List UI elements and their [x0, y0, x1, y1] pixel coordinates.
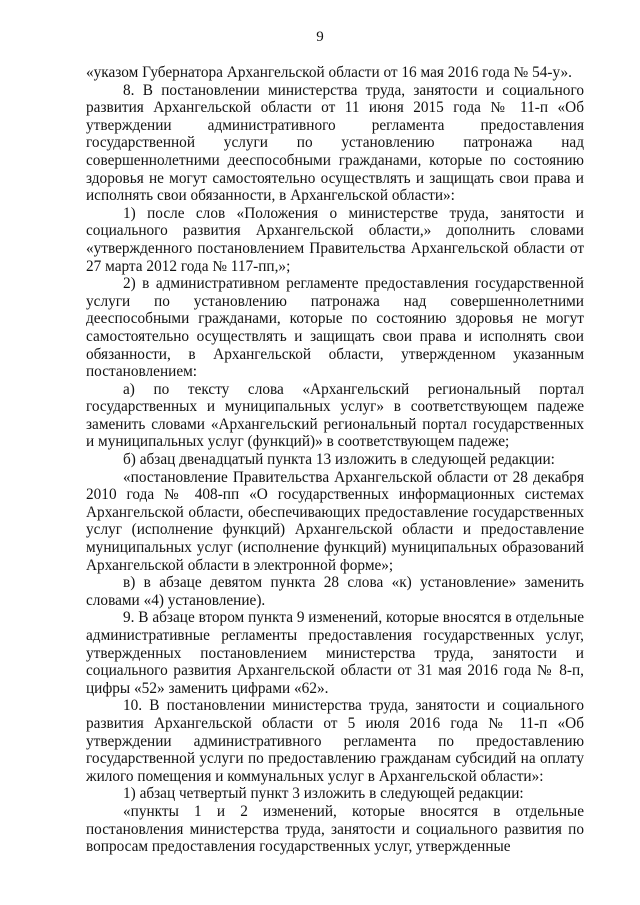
paragraph-1: «указом Губернатора Архангельской области от 16 мая 2016 года № 54-у». — [86, 64, 572, 81]
paragraph-9: 9. В абзаце втором пункта 9 изменений, которые вносятся в отдельные административные регламенты предоставления государственных услуг, утвержденных постановлением министерства труда, занятости и социального развития Архангельской области от 31 мая 2016 года № 8-п, цифры «52» заменить цифрами «62». — [86, 609, 584, 697]
paragraph-12: «пункты 1 и 2 изменений, которые вносятся в отдельные постановления министерства труда, занятости и социального развития по вопросам предоставления государственных услуг, утвержденные — [86, 802, 584, 856]
page-number: 9 — [316, 29, 324, 45]
paragraph-10: 10. В постановлении министерства труда, занятости и социального развития Архангельской области от 5 июля 2016 года № 11-п «Об утверждении административного регламента по предоставлению государственной услуги по предоставлению гражданам субсидий на оплату жилого помещения и коммунальных услуг в Архангельской области»: — [86, 697, 584, 785]
paragraph-11: 1) абзац четвертый пункт 3 изложить в следующей редакции: — [123, 785, 524, 803]
paragraph-6: б) абзац двенадцатый пункта 13 изложить в следующей редакции: — [123, 451, 555, 469]
paragraph-7: «постановление Правительства Архангельской области от 28 декабря 2010 года № 408-пп «О государственных информационных системах Архангельской области, обеспечивающих предоставление государственных услуг (исполнение функций) Архангельской области и предоставление муниципальных услуг (исполнение функций) муниципальных образований Архангельской области в электронной форме»; — [86, 468, 584, 574]
document-body — [86, 64, 584, 856]
paragraph-5: а) по тексту слова «Архангельский региональный портал государственных и муниципальных услуг» в соответствующем падеже заменить словами «Архангельский региональный портал государственных и муниципальных услуг (функций)» в соответствующем падеже; — [86, 380, 584, 451]
paragraph-2: 8. В постановлении министерства труда, занятости и социального развития Архангельской области от 11 июня 2015 года № 11-п «Об утверждении административного регламента предоставления государственной услуги по установлению патронажа над совершеннолетними дееспособными гражданами, которые по состоянию здоровья не могут самостоятельно осуществлять и защищать свои права и исполнять свои обязанности, в Архангельской области»: — [86, 81, 584, 205]
paragraph-3: 1) после слов «Положения о министерстве труда, занятости и социального развития Архангельской области,» дополнить словами «утвержденного постановлением Правительства Архангельской области от 27 марта 2012 года № 117-пп,»; — [86, 204, 584, 275]
paragraph-8: в) в абзаце девятом пункта 28 слова «к) установление» заменить словами «4) установление). — [86, 574, 584, 609]
paragraph-4: 2) в административном регламенте предоставления государственной услуги по установлению патронажа над совершеннолетними дееспособными гражданами, которые по состоянию здоровья не могут самостоятельно осуществлять и защищать свои права и исполнять свои обязанности, в Архангельской области, утвержденном указанным постановлением: — [86, 275, 584, 381]
